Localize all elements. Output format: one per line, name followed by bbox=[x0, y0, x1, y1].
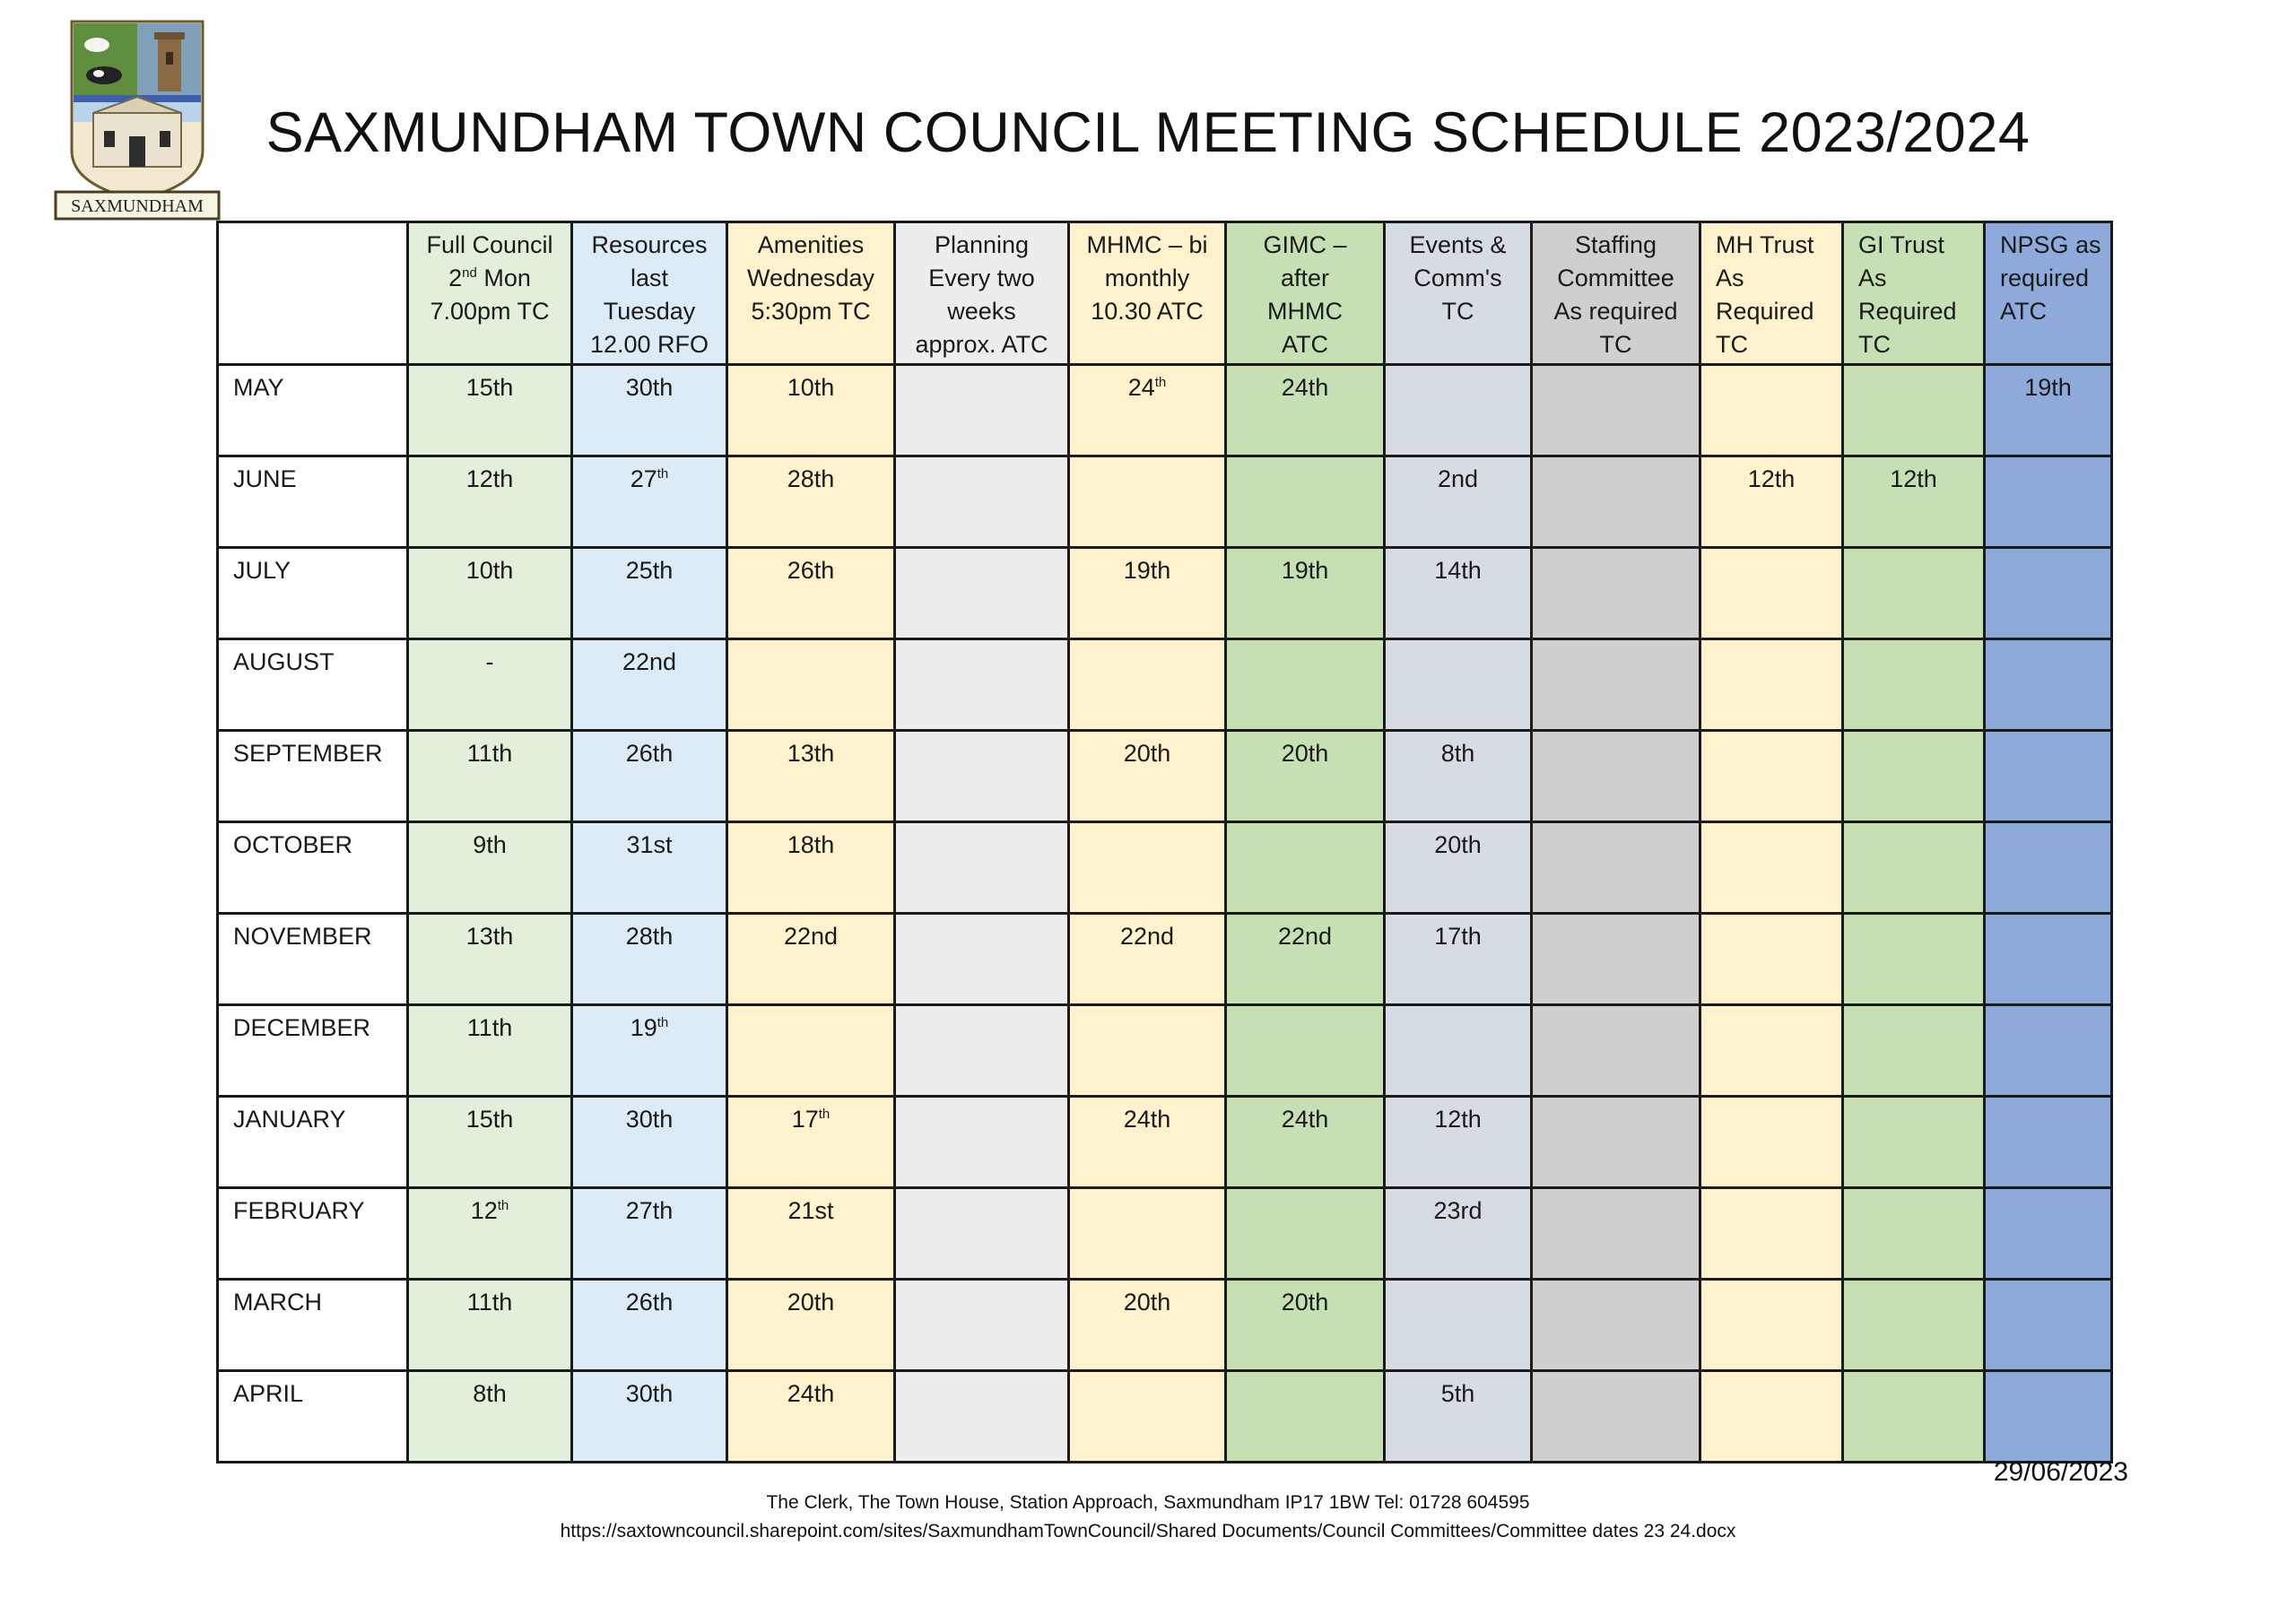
date-cell bbox=[1843, 1097, 1985, 1188]
column-header-line: approx. ATC bbox=[915, 331, 1048, 358]
date-cell: 12th bbox=[1385, 1097, 1532, 1188]
column-header-line: 5:30pm TC bbox=[751, 298, 871, 325]
table-row bbox=[218, 1280, 2112, 1371]
date-cell: 2nd bbox=[1385, 456, 1532, 548]
date-cell: 10th bbox=[727, 365, 895, 456]
column-header-line: Tuesday bbox=[603, 298, 696, 325]
date-cell bbox=[1985, 639, 2112, 731]
date-cell: 21st bbox=[727, 1188, 895, 1280]
date-cell bbox=[1843, 639, 1985, 731]
date-cell bbox=[1843, 914, 1985, 1005]
date-cell bbox=[1985, 822, 2112, 914]
month-label: APRIL bbox=[218, 1371, 408, 1463]
column-header-line: ATC bbox=[2000, 298, 2047, 325]
month-label: SEPTEMBER bbox=[218, 731, 408, 822]
date-cell bbox=[1700, 914, 1843, 1005]
column-header-line: Wednesday bbox=[746, 265, 875, 291]
date-cell bbox=[1532, 914, 1700, 1005]
column-header-resources bbox=[572, 222, 727, 365]
date-cell bbox=[1532, 1097, 1700, 1188]
date-cell: 11th bbox=[408, 1005, 572, 1097]
column-header-line: MHMC bbox=[1267, 298, 1343, 325]
date-cell bbox=[1985, 1188, 2112, 1280]
date-cell bbox=[1532, 1188, 1700, 1280]
date-cell bbox=[1985, 731, 2112, 822]
column-header-line: TC bbox=[1716, 331, 1748, 358]
date-cell bbox=[727, 1005, 895, 1097]
month-label: MAY bbox=[218, 365, 408, 456]
date-cell: 22nd bbox=[1069, 914, 1226, 1005]
column-header-full-council bbox=[408, 222, 572, 365]
column-header-events bbox=[1385, 222, 1532, 365]
date-cell bbox=[1985, 1097, 2112, 1188]
month-label: AUGUST bbox=[218, 639, 408, 731]
date-cell: 27th bbox=[572, 1188, 727, 1280]
date-cell bbox=[1700, 365, 1843, 456]
column-header-line: required bbox=[2000, 265, 2090, 291]
date-cell bbox=[1532, 639, 1700, 731]
date-cell bbox=[1532, 822, 1700, 914]
date-cell: 22nd bbox=[1226, 914, 1385, 1005]
month-label: FEBRUARY bbox=[218, 1188, 408, 1280]
date-cell: 18th bbox=[727, 822, 895, 914]
month-label: OCTOBER bbox=[218, 822, 408, 914]
table-row bbox=[218, 1005, 2112, 1097]
date-cell bbox=[1532, 1280, 1700, 1371]
date-cell: 12th bbox=[1843, 456, 1985, 548]
date-cell: 26th bbox=[572, 731, 727, 822]
date-cell: 17th bbox=[727, 1097, 895, 1188]
date-cell: 20th bbox=[1226, 1280, 1385, 1371]
date-cell: 22nd bbox=[727, 914, 895, 1005]
date-cell bbox=[1700, 822, 1843, 914]
date-cell bbox=[1985, 456, 2112, 548]
date-cell: 24th bbox=[1069, 365, 1226, 456]
date-cell: 24th bbox=[1226, 365, 1385, 456]
column-header-gimc bbox=[1226, 222, 1385, 365]
date-cell: 31st bbox=[572, 822, 727, 914]
date-cell: 5th bbox=[1385, 1371, 1532, 1463]
date-cell: 8th bbox=[1385, 731, 1532, 822]
date-cell bbox=[1226, 822, 1385, 914]
date-cell bbox=[1843, 1371, 1985, 1463]
date-cell: 27th bbox=[572, 456, 727, 548]
date-cell: 8th bbox=[408, 1371, 572, 1463]
column-header-line: after bbox=[1280, 265, 1330, 291]
date-cell bbox=[1069, 639, 1226, 731]
column-header-mhmc bbox=[1069, 222, 1226, 365]
column-header-line: Committee bbox=[1557, 265, 1674, 291]
date-cell bbox=[1843, 1280, 1985, 1371]
column-header-gi-trust bbox=[1843, 222, 1985, 365]
date-cell bbox=[1226, 1188, 1385, 1280]
month-label: MARCH bbox=[218, 1280, 408, 1371]
document-date: 29/06/2023 bbox=[1993, 1457, 2128, 1487]
date-cell bbox=[1843, 731, 1985, 822]
date-cell bbox=[1069, 1371, 1226, 1463]
date-cell bbox=[1700, 1280, 1843, 1371]
column-header-line: As required bbox=[1553, 298, 1678, 325]
date-cell bbox=[1069, 1005, 1226, 1097]
date-cell bbox=[895, 1280, 1069, 1371]
column-header-line: GI Trust bbox=[1858, 231, 1945, 258]
column-header-line: GIMC – bbox=[1263, 231, 1347, 258]
footer-url: https://saxtowncouncil.sharepoint.com/sites/SaxmundhamTownCouncil/Shared Documents/Council Committees/Committee dates 23 24.docx bbox=[560, 1521, 1736, 1541]
date-cell: 11th bbox=[408, 731, 572, 822]
date-cell: 20th bbox=[1226, 731, 1385, 822]
date-cell bbox=[1069, 456, 1226, 548]
church-tower-icon bbox=[154, 32, 185, 91]
date-cell: 9th bbox=[408, 822, 572, 914]
date-cell bbox=[1700, 639, 1843, 731]
date-cell: 14th bbox=[1385, 548, 1532, 639]
column-header-line: last bbox=[630, 265, 669, 291]
month-label: NOVEMBER bbox=[218, 914, 408, 1005]
column-header-line: MH Trust bbox=[1716, 231, 1814, 258]
date-cell: 23rd bbox=[1385, 1188, 1532, 1280]
cow-icon bbox=[86, 66, 122, 84]
date-cell bbox=[1700, 1188, 1843, 1280]
column-header-line: Comm's bbox=[1413, 265, 1502, 291]
date-cell bbox=[895, 1371, 1069, 1463]
date-cell bbox=[1843, 548, 1985, 639]
date-cell: 20th bbox=[727, 1280, 895, 1371]
date-cell bbox=[1532, 548, 1700, 639]
column-header-line: Required bbox=[1858, 298, 1957, 325]
column-header-line: Resources bbox=[591, 231, 708, 258]
date-cell bbox=[1532, 731, 1700, 822]
date-cell bbox=[1985, 548, 2112, 639]
date-cell: 19th bbox=[1985, 365, 2112, 456]
column-header-line: 12.00 RFO bbox=[589, 331, 709, 358]
column-header-line: ATC bbox=[1282, 331, 1328, 358]
table-row bbox=[218, 914, 2112, 1005]
date-cell bbox=[895, 365, 1069, 456]
date-cell: 26th bbox=[572, 1280, 727, 1371]
page-title: SAXMUNDHAM TOWN COUNCIL MEETING SCHEDULE 2023/2024 bbox=[265, 101, 2031, 164]
date-cell bbox=[895, 822, 1069, 914]
date-cell: 20th bbox=[1385, 822, 1532, 914]
header-row bbox=[218, 222, 2112, 365]
column-header-amenities bbox=[727, 222, 895, 365]
column-header-line: Required bbox=[1716, 298, 1814, 325]
date-cell bbox=[1700, 1097, 1843, 1188]
crest-banner-text: SAXMUNDHAM bbox=[71, 196, 204, 216]
date-cell: 30th bbox=[572, 1097, 727, 1188]
column-header-line: Amenities bbox=[757, 231, 865, 258]
column-header-mh-trust bbox=[1700, 222, 1843, 365]
date-cell: 28th bbox=[572, 914, 727, 1005]
date-cell bbox=[1843, 1188, 1985, 1280]
date-cell: 24th bbox=[1069, 1097, 1226, 1188]
date-cell bbox=[895, 1188, 1069, 1280]
meeting-schedule-table bbox=[216, 221, 2113, 1463]
date-cell: 20th bbox=[1069, 731, 1226, 822]
date-cell bbox=[1532, 365, 1700, 456]
date-cell: 10th bbox=[408, 548, 572, 639]
column-header-line: 10.30 ATC bbox=[1091, 298, 1204, 325]
date-cell bbox=[895, 548, 1069, 639]
date-cell bbox=[1700, 1005, 1843, 1097]
column-header-line: monthly bbox=[1104, 265, 1190, 291]
column-header-line: Every two bbox=[928, 265, 1035, 291]
table-row bbox=[218, 1097, 2112, 1188]
schedule-body bbox=[218, 365, 2112, 1463]
date-cell bbox=[1532, 1005, 1700, 1097]
date-cell bbox=[1843, 1005, 1985, 1097]
column-header-line: TC bbox=[1858, 331, 1891, 358]
date-cell bbox=[895, 456, 1069, 548]
column-header-line: Events & bbox=[1409, 231, 1507, 258]
date-cell: 13th bbox=[727, 731, 895, 822]
date-cell bbox=[1532, 456, 1700, 548]
column-header-line: Staffing bbox=[1574, 231, 1657, 258]
column-header-line: As bbox=[1716, 265, 1744, 291]
sheep-icon bbox=[84, 38, 109, 52]
date-cell: 19th bbox=[572, 1005, 727, 1097]
table-row bbox=[218, 365, 2112, 456]
date-cell: 25th bbox=[572, 548, 727, 639]
date-cell bbox=[1226, 639, 1385, 731]
date-cell bbox=[1985, 1005, 2112, 1097]
column-header-staffing bbox=[1532, 222, 1700, 365]
table-row bbox=[218, 822, 2112, 914]
date-cell: 22nd bbox=[572, 639, 727, 731]
date-cell: 30th bbox=[572, 1371, 727, 1463]
date-cell: 28th bbox=[727, 456, 895, 548]
date-cell bbox=[1985, 1280, 2112, 1371]
date-cell: - bbox=[408, 639, 572, 731]
column-header-npsg bbox=[1985, 222, 2112, 365]
date-cell: 15th bbox=[408, 365, 572, 456]
month-label: JANUARY bbox=[218, 1097, 408, 1188]
date-cell: 17th bbox=[1385, 914, 1532, 1005]
corner-header-cell bbox=[218, 222, 408, 365]
table-row bbox=[218, 456, 2112, 548]
column-header-planning bbox=[895, 222, 1069, 365]
date-cell: 12th bbox=[408, 456, 572, 548]
date-cell bbox=[727, 639, 895, 731]
column-header-line: Planning bbox=[934, 231, 1030, 258]
date-cell: 30th bbox=[572, 365, 727, 456]
date-cell bbox=[1700, 731, 1843, 822]
date-cell bbox=[1226, 1371, 1385, 1463]
date-cell: 19th bbox=[1226, 548, 1385, 639]
month-label: JUNE bbox=[218, 456, 408, 548]
date-cell bbox=[1226, 456, 1385, 548]
table-row bbox=[218, 548, 2112, 639]
footer-address: The Clerk, The Town House, Station Approach, Saxmundham IP17 1BW Tel: 01728 604595 bbox=[766, 1492, 1530, 1513]
column-header-line: As bbox=[1858, 265, 1887, 291]
date-cell: 13th bbox=[408, 914, 572, 1005]
date-cell bbox=[1385, 1005, 1532, 1097]
column-header-line: TC bbox=[1441, 298, 1474, 325]
date-cell bbox=[895, 639, 1069, 731]
date-cell: 12th bbox=[408, 1188, 572, 1280]
date-cell: 15th bbox=[408, 1097, 572, 1188]
table-row bbox=[218, 639, 2112, 731]
date-cell bbox=[1700, 548, 1843, 639]
date-cell bbox=[895, 1097, 1069, 1188]
date-cell bbox=[895, 1005, 1069, 1097]
date-cell bbox=[1069, 822, 1226, 914]
date-cell bbox=[1700, 1371, 1843, 1463]
column-header-line: 2nd Mon bbox=[448, 265, 531, 291]
table-row bbox=[218, 1188, 2112, 1280]
column-header-line: TC bbox=[1599, 331, 1632, 358]
table-row bbox=[218, 731, 2112, 822]
date-cell bbox=[1385, 639, 1532, 731]
date-cell bbox=[1843, 365, 1985, 456]
date-cell: 20th bbox=[1069, 1280, 1226, 1371]
date-cell bbox=[1226, 1005, 1385, 1097]
table-row bbox=[218, 1371, 2112, 1463]
date-cell bbox=[895, 914, 1069, 1005]
date-cell: 11th bbox=[408, 1280, 572, 1371]
date-cell bbox=[1532, 1371, 1700, 1463]
date-cell: 24th bbox=[1226, 1097, 1385, 1188]
month-label: JULY bbox=[218, 548, 408, 639]
month-label: DECEMBER bbox=[218, 1005, 408, 1097]
date-cell: 26th bbox=[727, 548, 895, 639]
column-header-line: weeks bbox=[947, 298, 1016, 325]
date-cell: 19th bbox=[1069, 548, 1226, 639]
date-cell bbox=[1385, 365, 1532, 456]
date-cell bbox=[895, 731, 1069, 822]
date-cell: 12th bbox=[1700, 456, 1843, 548]
column-header-line: NPSG as bbox=[2000, 231, 2101, 258]
column-header-line: Full Council bbox=[426, 231, 553, 258]
date-cell bbox=[1385, 1280, 1532, 1371]
column-header-line: MHMC – bi bbox=[1086, 231, 1208, 258]
date-cell bbox=[1985, 914, 2112, 1005]
date-cell: 24th bbox=[727, 1371, 895, 1463]
date-cell bbox=[1069, 1188, 1226, 1280]
date-cell bbox=[1843, 822, 1985, 914]
date-cell bbox=[1985, 1371, 2112, 1463]
column-header-line: 7.00pm TC bbox=[430, 298, 550, 325]
